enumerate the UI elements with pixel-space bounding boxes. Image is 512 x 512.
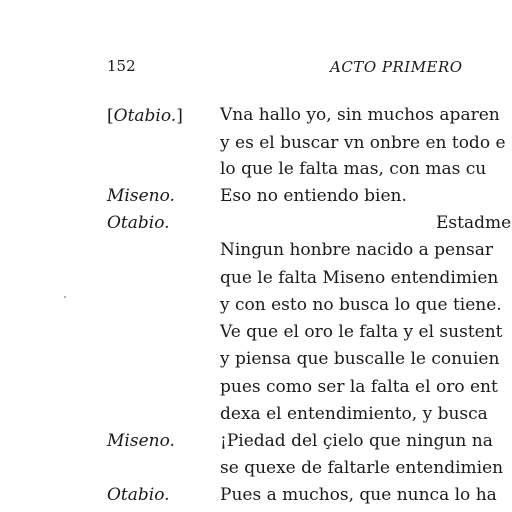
speaker-label: Otabio. [107,485,170,505]
verse-line: y es el buscar vn onbre en todo e [220,133,506,153]
speaker-name: Otabio. [113,106,177,126]
verse-line: dexa el entendimiento, y busca [220,404,488,424]
verse-line: Vna hallo yo, sin muchos aparen [220,105,500,125]
speaker-label: Miseno. [107,186,175,206]
speaker-label: Miseno. [107,431,175,451]
running-head: ACTO PRIMERO [330,58,463,76]
page-number: 152 [107,57,136,75]
verse-line: ¡Piedad del çielo que ningun na [220,431,493,451]
verse-line: lo que le falta mas, con mas cu [220,159,487,179]
verse-line: Ningun honbre nacido a pensar [220,240,494,260]
verse-line: que le falta Miseno entendimien [220,268,499,288]
verse-line: pues como ser la falta el oro ent [220,377,498,397]
speaker-label [107,104,183,128]
verse-line: se quexe de faltarle entendimien [220,458,504,478]
verse-line: Pues a muchos, que nunca lo ha [220,485,497,505]
speaker-bracket-open: [ [107,106,114,126]
verse-line: y con esto no busca lo que tiene. [220,295,502,315]
verse-line: Eso no entiendo bien. [220,186,407,206]
speaker-label: Otabio. [107,213,170,233]
verse-line: Estadme [436,213,512,233]
verse-line: y piensa que buscalle le conuien [220,349,500,369]
speaker-bracket-close: ] [176,106,183,126]
paper-speck [64,296,66,298]
verse-line: Ve que el oro le falta y el sustent [220,322,503,342]
